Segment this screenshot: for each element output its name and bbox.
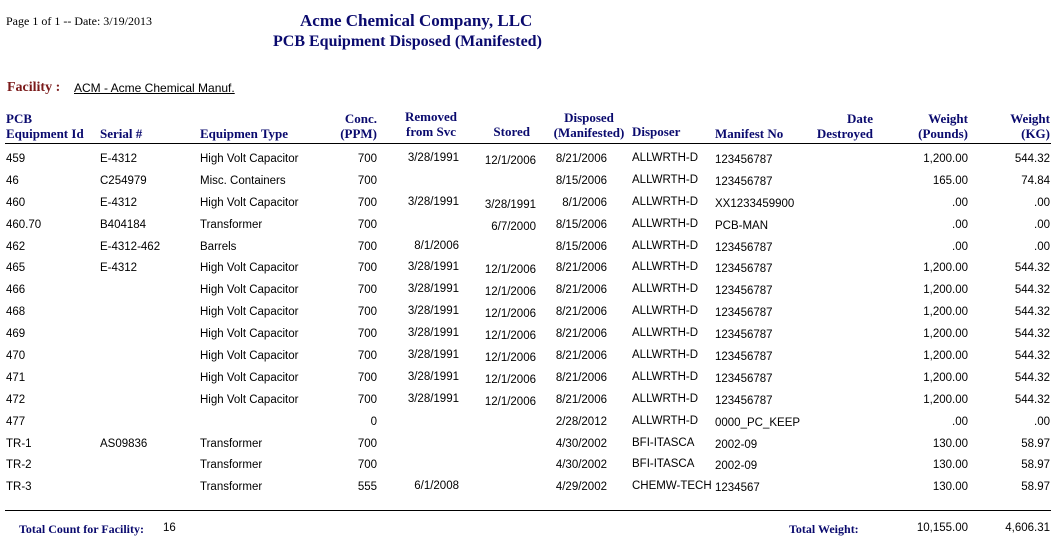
cell-disposer: ALLWRTH-D (632, 217, 699, 230)
cell-conc: 700 (357, 350, 377, 363)
cell-equipment-type: Misc. Containers (200, 174, 286, 187)
cell-conc: 700 (357, 284, 377, 297)
cell-disposed: 8/21/2006 (555, 306, 607, 319)
cell-disposer: ALLWRTH-D (632, 370, 699, 383)
cell-equipment-type: High Volt Capacitor (200, 284, 299, 297)
cell-disposed: 8/21/2006 (555, 262, 607, 275)
report-title: PCB Equipment Disposed (Manifested) (273, 33, 542, 50)
cell-equipment-type: Transformer (200, 481, 263, 494)
table-row (0, 194, 1054, 216)
cell-serial: E-4312 (100, 153, 138, 165)
cell-equipment-id: 465 (6, 262, 26, 275)
cell-disposed: 8/21/2006 (555, 153, 607, 165)
cell-disposed: 4/30/2002 (555, 459, 607, 472)
table-row (0, 456, 1054, 478)
cell-equipment-id: 466 (6, 284, 26, 297)
cell-conc: 555 (357, 481, 377, 494)
header-serial: Serial # (100, 126, 143, 141)
cell-conc: 700 (357, 174, 377, 187)
cell-weight-kg: 544.32 (1014, 306, 1050, 319)
cell-equipment-type: High Volt Capacitor (200, 350, 299, 363)
table-row (0, 413, 1054, 435)
cell-weight-pounds: .00 (952, 240, 968, 253)
cell-removed: 3/28/1991 (407, 327, 459, 340)
total-weight-label: Total Weight: (789, 522, 859, 536)
cell-weight-kg: 544.32 (1014, 328, 1050, 341)
cell-weight-kg: 544.32 (1014, 262, 1050, 275)
cell-removed: 3/28/1991 (407, 261, 459, 274)
table-row (0, 150, 1054, 172)
header-equipment-type: Equipmen Type (200, 126, 289, 141)
header-conc (340, 111, 377, 141)
cell-weight-pounds: .00 (952, 218, 968, 231)
cell-weight-kg: 544.32 (1014, 393, 1050, 406)
cell-removed: 3/28/1991 (407, 392, 459, 405)
cell-stored: 12/1/2006 (484, 155, 536, 167)
cell-manifest-no: 123456787 (715, 329, 773, 342)
cell-stored: 12/1/2006 (484, 395, 536, 408)
cell-disposed: 4/30/2002 (555, 437, 607, 450)
cell-stored: 12/1/2006 (484, 352, 536, 365)
cell-disposer: ALLWRTH-D (632, 173, 699, 186)
cell-manifest-no: 2002-09 (715, 460, 758, 473)
cell-disposer: BFI-ITASCA (632, 458, 695, 471)
cell-weight-kg: .00 (1034, 196, 1050, 209)
cell-manifest-no: 123456787 (715, 154, 773, 166)
cell-removed: 6/1/2008 (414, 480, 459, 493)
cell-weight-kg: 58.97 (1021, 459, 1050, 472)
cell-disposed: 8/21/2006 (555, 284, 607, 297)
cell-serial: E-4312 (100, 196, 138, 209)
cell-disposed: 8/21/2006 (555, 350, 607, 363)
header-conc-line2: (PPM) (340, 126, 377, 141)
cell-manifest-no: 123456787 (715, 307, 773, 320)
cell-equipment-type: High Volt Capacitor (200, 328, 299, 341)
cell-equipment-id: 462 (6, 240, 26, 253)
cell-equipment-id: TR-3 (6, 481, 32, 494)
cell-conc: 700 (357, 459, 377, 472)
cell-disposer: CHEMW-TECH (632, 480, 712, 493)
cell-serial: AS09836 (100, 437, 148, 450)
cell-weight-pounds: 130.00 (932, 459, 968, 472)
cell-weight-pounds: .00 (952, 415, 968, 428)
cell-equipment-id: TR-2 (6, 459, 32, 472)
cell-equipment-id: 471 (6, 371, 26, 384)
header-pcb-line1: PCB (6, 111, 32, 126)
cell-weight-pounds: 165.00 (932, 174, 968, 187)
header-date-destroyed (817, 111, 873, 141)
header-removed-line2: from Svc (406, 124, 456, 139)
cell-weight-kg: 58.97 (1021, 437, 1050, 450)
cell-disposer: ALLWRTH-D (632, 152, 699, 164)
cell-manifest-no: XX1233459900 (715, 197, 795, 210)
cell-serial: E-4312-462 (100, 240, 161, 253)
cell-weight-kg: .00 (1034, 415, 1050, 428)
table-row (0, 391, 1054, 413)
cell-disposer: ALLWRTH-D (632, 305, 699, 318)
cell-removed: 3/28/1991 (407, 349, 459, 362)
cell-disposed: 2/28/2012 (555, 415, 607, 428)
cell-equipment-id: 459 (6, 153, 26, 165)
cell-disposed: 8/1/2006 (562, 196, 607, 209)
cell-weight-pounds: 1,200.00 (923, 262, 968, 275)
cell-manifest-no: 123456787 (715, 175, 773, 188)
cell-manifest-no: 1234567 (715, 482, 760, 495)
cell-equipment-type: Transformer (200, 218, 263, 231)
company-name: Acme Chemical Company, LLC (300, 11, 533, 30)
cell-manifest-no: 123456787 (715, 263, 773, 276)
table-row (0, 259, 1054, 281)
header-disposed-line1: Disposed (564, 110, 614, 125)
header-removed-line1: Removed (405, 109, 457, 124)
cell-removed: 3/28/1991 (407, 152, 459, 164)
cell-disposer: ALLWRTH-D (632, 327, 699, 340)
cell-weight-pounds: 130.00 (932, 437, 968, 450)
header-disposer: Disposer (632, 124, 681, 139)
cell-weight-pounds: 1,200.00 (923, 306, 968, 319)
cell-weight-kg: .00 (1034, 240, 1050, 253)
cell-equipment-id: 472 (6, 393, 26, 406)
cell-manifest-no: 123456787 (715, 351, 773, 364)
header-lbs-line1: Weight (928, 111, 968, 126)
cell-disposer: ALLWRTH-D (632, 414, 699, 427)
header-kg-line1: Weight (1010, 111, 1050, 126)
cell-stored: 12/1/2006 (484, 286, 536, 299)
cell-equipment-type: Barrels (200, 240, 237, 253)
cell-disposed: 8/15/2006 (555, 218, 607, 231)
header-divider (5, 143, 1051, 144)
cell-conc: 0 (370, 415, 377, 428)
cell-manifest-no: 123456787 (715, 241, 773, 254)
cell-equipment-type: High Volt Capacitor (200, 371, 299, 384)
cell-conc: 700 (357, 306, 377, 319)
cell-manifest-no: PCB-MAN (715, 219, 769, 232)
cell-weight-kg: 74.84 (1021, 174, 1050, 187)
cell-weight-pounds: 1,200.00 (923, 393, 968, 406)
cell-manifest-no: 0000_PC_KEEP (715, 416, 801, 429)
cell-removed: 3/28/1991 (407, 305, 459, 318)
header-weight-kg (1010, 111, 1050, 141)
cell-disposed: 8/21/2006 (555, 393, 607, 406)
header-disposed-line2: (Manifested) (553, 125, 625, 140)
cell-equipment-type: High Volt Capacitor (200, 262, 299, 275)
table-row (0, 369, 1054, 391)
cell-disposer: ALLWRTH-D (632, 392, 699, 405)
facility-label: Facility : (7, 80, 61, 95)
cell-equipment-type: Transformer (200, 437, 263, 450)
cell-weight-pounds: 1,200.00 (923, 371, 968, 384)
cell-weight-pounds: 1,200.00 (923, 328, 968, 341)
total-weight-kg: 4,606.31 (1005, 522, 1050, 534)
cell-disposed: 8/15/2006 (555, 240, 607, 253)
total-count-label: Total Count for Facility: (19, 522, 144, 536)
cell-equipment-id: 460 (6, 196, 26, 209)
header-weight-pounds (918, 111, 968, 141)
cell-weight-kg: 544.32 (1014, 371, 1050, 384)
header-destroyed-line1: Date (847, 111, 873, 126)
cell-disposed: 8/21/2006 (555, 328, 607, 341)
cell-serial: C254979 (100, 174, 147, 187)
header-destroyed-line2: Destroyed (816, 126, 873, 141)
cell-weight-pounds: 1,200.00 (923, 350, 968, 363)
cell-removed: 3/28/1991 (407, 195, 459, 208)
page-info: Page 1 of 1 -- Date: 3/19/2013 (6, 14, 152, 28)
cell-disposer: ALLWRTH-D (632, 239, 699, 252)
table-row (0, 216, 1054, 238)
cell-stored: 12/1/2006 (484, 264, 536, 277)
header-kg-line2: (KG) (1021, 126, 1050, 141)
header-pcb-equipment-id (6, 111, 84, 141)
total-count-value: 16 (163, 522, 176, 534)
header-lbs-line2: (Pounds) (918, 126, 968, 141)
cell-equipment-type: High Volt Capacitor (200, 196, 299, 209)
cell-disposer: BFI-ITASCA (632, 436, 695, 449)
cell-equipment-id: 470 (6, 350, 26, 363)
cell-equipment-id: 460.70 (6, 218, 42, 231)
cell-stored: 3/28/1991 (484, 198, 536, 211)
cell-stored: 12/1/2006 (484, 373, 536, 386)
cell-weight-kg: 58.97 (1021, 481, 1050, 494)
cell-weight-pounds: 130.00 (932, 481, 968, 494)
table-row (0, 303, 1054, 325)
cell-weight-pounds: .00 (952, 196, 968, 209)
header-pcb-line2: Equipment Id (6, 126, 84, 141)
table-row (0, 172, 1054, 194)
cell-disposer: ALLWRTH-D (632, 349, 699, 362)
table-row (0, 281, 1054, 303)
cell-disposed: 4/29/2002 (555, 481, 607, 494)
cell-equipment-type: High Volt Capacitor (200, 393, 299, 406)
cell-conc: 700 (357, 437, 377, 450)
cell-disposer: ALLWRTH-D (632, 283, 699, 296)
cell-equipment-type: Transformer (200, 459, 263, 472)
cell-disposer: ALLWRTH-D (632, 261, 699, 274)
header-removed (400, 109, 462, 139)
cell-weight-pounds: 1,200.00 (923, 153, 968, 165)
cell-serial: B404184 (100, 218, 147, 231)
cell-manifest-no: 2002-09 (715, 438, 758, 451)
table-row (0, 478, 1054, 500)
cell-stored: 12/1/2006 (484, 330, 536, 343)
cell-conc: 700 (357, 393, 377, 406)
table-row (0, 238, 1054, 260)
cell-conc: 700 (357, 240, 377, 253)
cell-disposed: 8/21/2006 (555, 371, 607, 384)
cell-weight-kg: .00 (1034, 218, 1050, 231)
cell-serial: E-4312 (100, 262, 138, 275)
cell-removed: 8/1/2006 (414, 239, 459, 252)
cell-conc: 700 (357, 328, 377, 341)
footer-divider (5, 510, 1051, 511)
cell-removed: 3/28/1991 (407, 283, 459, 296)
cell-conc: 700 (357, 196, 377, 209)
cell-conc: 700 (357, 218, 377, 231)
header-disposed (538, 110, 640, 140)
cell-manifest-no: 123456787 (715, 285, 773, 298)
cell-weight-kg: 544.32 (1014, 350, 1050, 363)
cell-conc: 700 (357, 262, 377, 275)
cell-conc: 700 (357, 153, 377, 165)
cell-disposed: 8/15/2006 (555, 174, 607, 187)
header-conc-line1: Conc. (344, 111, 377, 126)
cell-equipment-id: 468 (6, 306, 26, 319)
cell-manifest-no: 123456787 (715, 372, 773, 385)
cell-equipment-id: 46 (6, 174, 19, 187)
equipment-table-body (0, 150, 1054, 500)
cell-weight-kg: 544.32 (1014, 153, 1050, 165)
cell-equipment-type: High Volt Capacitor (200, 306, 299, 319)
cell-weight-kg: 544.32 (1014, 284, 1050, 297)
table-row (0, 435, 1054, 457)
table-row (0, 325, 1054, 347)
cell-weight-pounds: 1,200.00 (923, 284, 968, 297)
total-weight-pounds: 10,155.00 (916, 522, 968, 534)
cell-stored: 6/7/2000 (491, 220, 536, 233)
header-manifest-no: Manifest No (715, 126, 784, 141)
cell-conc: 700 (357, 371, 377, 384)
cell-manifest-no: 123456787 (715, 394, 773, 407)
cell-equipment-id: 477 (6, 415, 26, 428)
cell-equipment-type: High Volt Capacitor (200, 153, 299, 165)
header-stored: Stored (493, 124, 530, 139)
cell-equipment-id: 469 (6, 328, 26, 341)
cell-stored: 12/1/2006 (484, 308, 536, 321)
table-row (0, 347, 1054, 369)
cell-equipment-id: TR-1 (6, 437, 32, 450)
facility-value: ACM - Acme Chemical Manuf. (74, 81, 235, 95)
cell-disposer: ALLWRTH-D (632, 195, 699, 208)
cell-removed: 3/28/1991 (407, 370, 459, 383)
